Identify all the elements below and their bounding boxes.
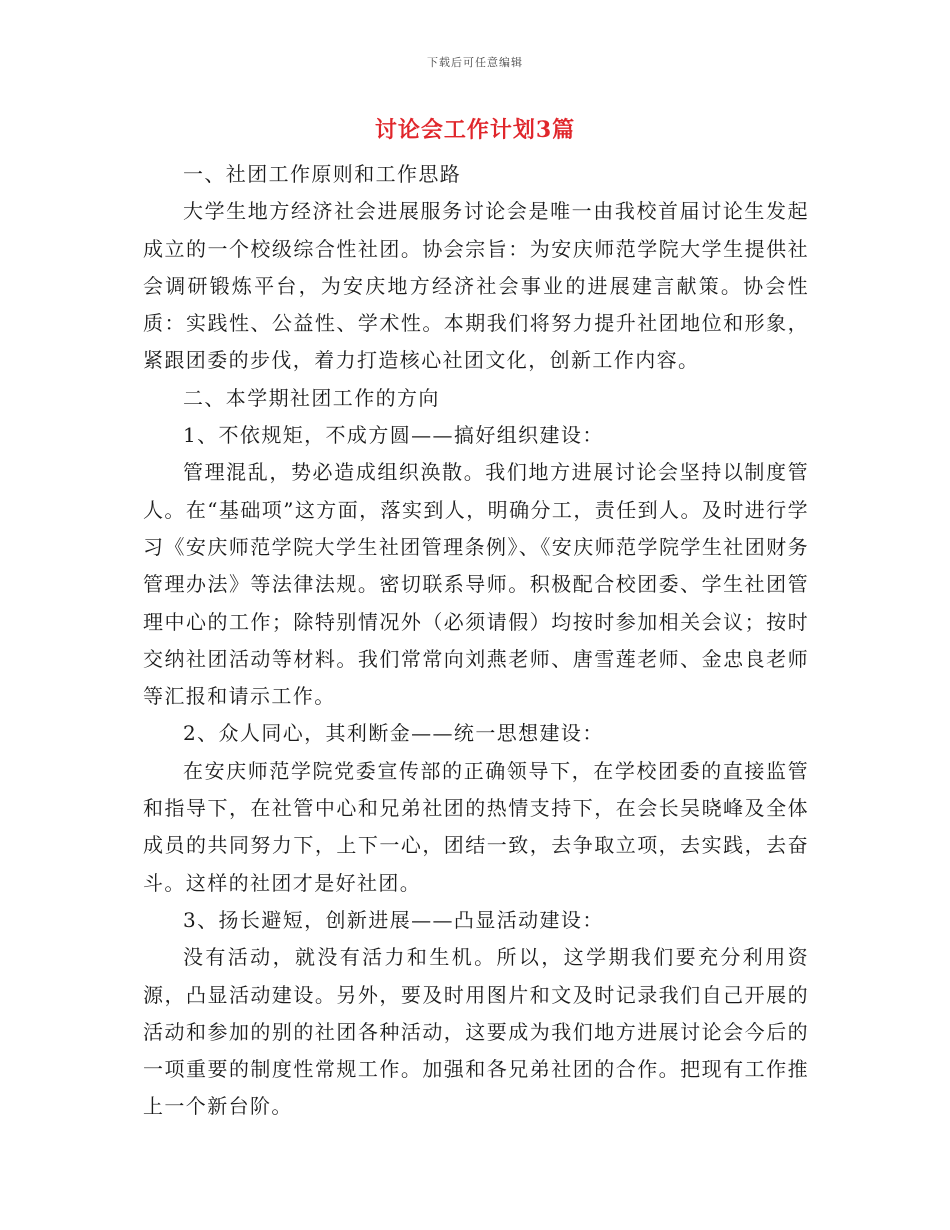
paragraph-unity: 在安庆师范学院党委宣传部的正确领导下，在学校团委的直接监管和指导下，在社管中心和兄弟社团的热情支持下，在会长吴晓峰及全体成员的共同努力下，上下一心，团结一致，去争取立项，去实践，去奋斗。这样的社团才是好社团。 [143, 758, 809, 895]
subheading-activities: 3、扬长避短，创新进展——凸显活动建设： [183, 907, 604, 932]
section-heading-1: 一、社团工作原则和工作思路 [183, 162, 462, 186]
subheading-organization: 1、不依规矩，不成方圆——搞好组织建设： [183, 423, 604, 448]
header-note: 下载后可任意编辑 [427, 56, 523, 69]
document-body [143, 156, 809, 1126]
document-title: 讨论会工作计划3篇 [374, 117, 576, 143]
paragraph-activities: 没有活动，就没有活力和生机。所以，这学期我们要充分利用资源，凸显活动建设。另外，要及时用图片和文及时记录我们自己开展的活动和参加的别的社团各种活动，这要成为我们地方进展讨论会今后的一项重要的制度性常规工作。加强和各兄弟社团的合作。把现有工作推上一个新台阶。 [143, 945, 809, 1119]
subheading-unity: 2、众人同心，其利断金——统一思想建设： [183, 721, 604, 746]
paragraph-intro: 大学生地方经济社会进展服务讨论会是唯一由我校首届讨论生发起成立的一个校级综合性社团。协会宗旨：为安庆师范学院大学生提供社会调研锻炼平台，为安庆地方经济社会事业的进展建言献策。协会性质：实践性、公益性、学术性。本期我们将努力提升社团地位和形象，紧跟团委的步伐，着力打造核心社团文化，创新工作内容。 [143, 199, 809, 373]
section-heading-2: 二、本学期社团工作的方向 [183, 385, 440, 410]
paragraph-organization: 管理混乱，势必造成组织涣散。我们地方进展讨论会坚持以制度管人。在“基础项”这方面，落实到人，明确分工，责任到人。及时进行学习《安庆师范学院大学生社团管理条例》、《安庆师范学院学生社团财务管理办法》等法律法规。密切联系导师。积极配合校团委、学生社团管理中心的工作；除特别情况外（必须请假）均按时参加相关会议；按时交纳社团活动等材料。我们常常向刘燕老师、唐雪莲老师、金忠良老师等汇报和请示工作。 [143, 460, 809, 709]
